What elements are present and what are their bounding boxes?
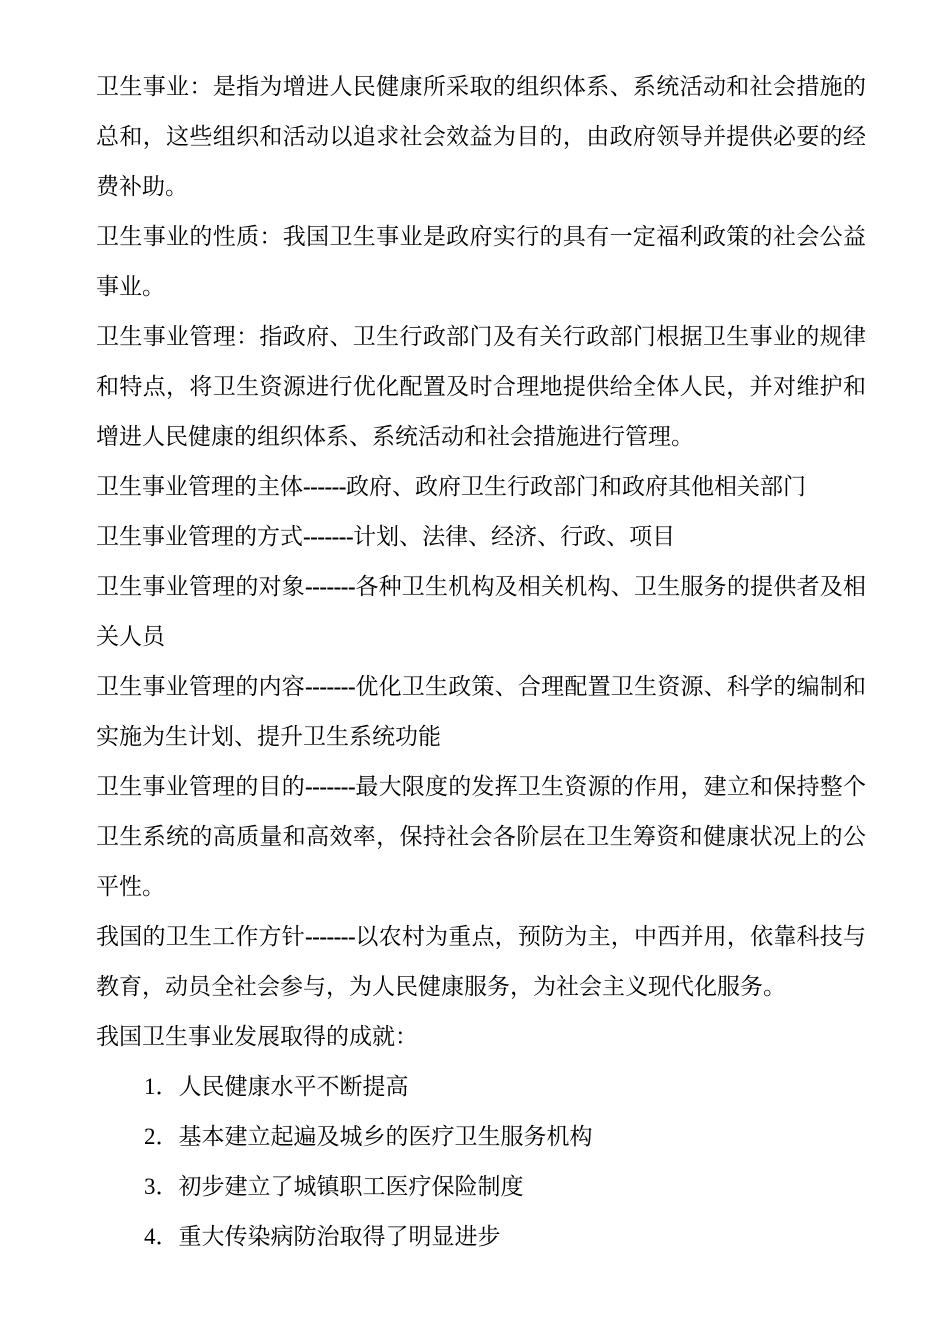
definition-text: 是指为增进人民健康所采取的组织体系、系统活动和社会措施的总和，这些组织和活动以追求社会效益为目的，由政府领导并提供必要的经费补助。 xyxy=(96,74,866,200)
definition-text: 以农村为重点，预防为主，中西并用，依靠科技与教育，动员全社会参与，为人民健康服务，为社会主义现代化服务。 xyxy=(96,924,867,1000)
term: 卫生事业管理的主体 xyxy=(96,474,303,500)
item-number: 2． xyxy=(144,1124,179,1149)
achievements-list xyxy=(96,1062,866,1262)
definition-text: 我国卫生事业是政府实行的具有一定福利政策的社会公益事业。 xyxy=(96,224,866,300)
definition-text: 计划、法律、经济、行政、项目 xyxy=(353,524,676,550)
dash-separator: ------- xyxy=(303,524,354,549)
dash-separator: ------- xyxy=(305,774,356,799)
term: 卫生事业管理的内容 xyxy=(96,674,305,700)
term: 卫生事业管理的对象 xyxy=(96,574,305,600)
dash-separator: ------- xyxy=(305,574,356,599)
dash-separator: ------- xyxy=(305,674,356,699)
item-text: 基本建立起遍及城乡的医疗卫生服务机构 xyxy=(178,1124,593,1150)
achievements-heading: 我国卫生事业发展取得的成就： xyxy=(96,1024,418,1050)
definition-text: 政府、政府卫生行政部门和政府其他相关部门 xyxy=(345,474,806,500)
item-number: 1． xyxy=(144,1074,179,1099)
list-item xyxy=(144,1062,866,1112)
definition-text: 最大限度的发挥卫生资源的作用，建立和保持整个卫生系统的高质量和高效率，保持社会各阶层在卫生筹资和健康状况上的公平性。 xyxy=(96,774,867,900)
item-number: 3． xyxy=(144,1174,179,1199)
definition-text: 优化卫生政策、合理配置卫生资源、科学的编制和实施为生计划、提升卫生系统功能 xyxy=(96,674,867,750)
management-subject xyxy=(96,462,866,512)
item-number: 4． xyxy=(144,1224,179,1249)
health-work-policy xyxy=(96,912,866,1012)
term: 卫生事业管理： xyxy=(96,324,260,350)
dash-separator: ------- xyxy=(305,924,356,949)
term: 卫生事业的性质： xyxy=(96,224,283,250)
term: 我国的卫生工作方针 xyxy=(96,924,305,950)
item-text: 初步建立了城镇职工医疗保险制度 xyxy=(178,1174,524,1200)
management-object xyxy=(96,562,866,662)
management-purpose xyxy=(96,762,866,912)
definition-health-nature xyxy=(96,212,866,312)
definition-text: 指政府、卫生行政部门及有关行政部门根据卫生事业的规律和特点，将卫生资源进行优化配置及时合理地提供给全体人民，并对维护和增进人民健康的组织体系、系统活动和社会措施进行管理。 xyxy=(96,324,866,450)
item-text: 人民健康水平不断提高 xyxy=(178,1074,409,1100)
document-page xyxy=(96,62,866,1262)
management-method xyxy=(96,512,866,562)
definition-health-undertaking xyxy=(96,62,866,212)
term: 卫生事业管理的目的 xyxy=(96,774,305,800)
management-content xyxy=(96,662,866,762)
list-item xyxy=(144,1212,866,1262)
item-text: 重大传染病防治取得了明显进步 xyxy=(178,1224,501,1250)
definition-health-management xyxy=(96,312,866,462)
dash-separator: ------ xyxy=(303,474,346,499)
term: 卫生事业： xyxy=(96,74,213,100)
term: 卫生事业管理的方式 xyxy=(96,524,303,550)
list-item xyxy=(144,1112,866,1162)
list-item xyxy=(144,1162,866,1212)
definition-text: 各种卫生机构及相关机构、卫生服务的提供者及相关人员 xyxy=(96,574,867,650)
